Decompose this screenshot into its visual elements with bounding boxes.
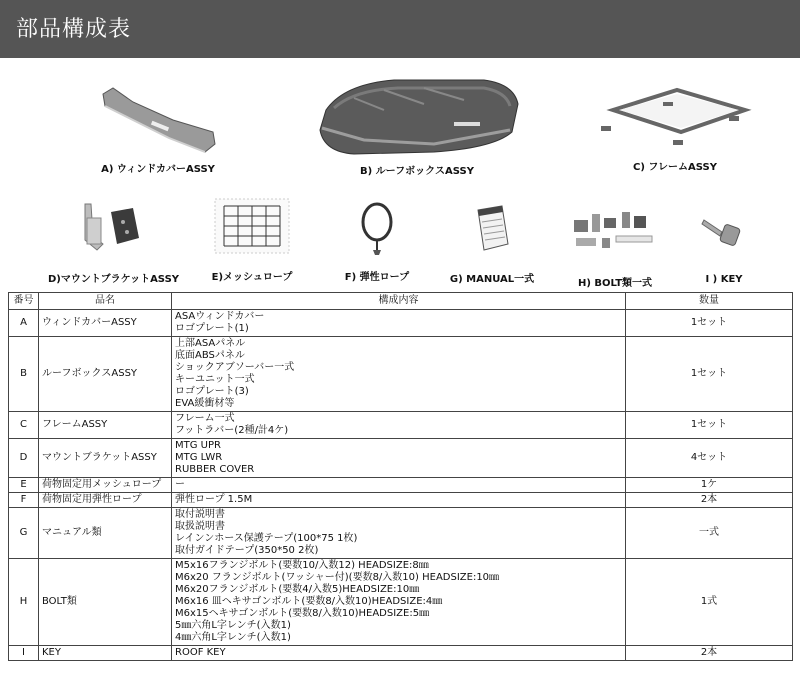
- row-number: H: [9, 559, 39, 646]
- row-quantity: 2本: [626, 493, 793, 508]
- row-name: ルーフボックスASSY: [39, 337, 172, 412]
- row-name: 荷物固定用メッシュロープ: [39, 478, 172, 493]
- header-quantity: 数量: [626, 293, 793, 310]
- part-h-label: H) BOLT類一式: [577, 278, 653, 289]
- roof-box-image: [314, 70, 520, 158]
- part-g: [446, 204, 538, 285]
- part-a: [88, 80, 228, 175]
- part-b: [312, 70, 522, 177]
- row-number: E: [9, 478, 39, 493]
- header-number: 番号: [9, 293, 39, 310]
- part-e-label: E)メッシュロープ: [211, 272, 293, 283]
- table-row: [9, 439, 793, 478]
- row-number: B: [9, 337, 39, 412]
- row-quantity: 一式: [626, 508, 793, 559]
- row-content: ASAウィンドカバー ロゴプレート(1): [172, 310, 626, 337]
- table-row: [9, 559, 793, 646]
- row-quantity: 1セット: [626, 337, 793, 412]
- frame-image: [593, 84, 757, 154]
- part-g-label: G) MANUAL一式: [449, 274, 535, 285]
- part-h: [560, 208, 670, 289]
- row-content: 上部ASAパネル 底面ABSパネル ショックアブソーバー一式 キーユニット一式 ロゴプレート(3) EVA緩衝材等: [172, 337, 626, 412]
- table-header-row: [9, 293, 793, 310]
- row-name: マウントブラケットASSY: [39, 439, 172, 478]
- elastic-rope-image: [357, 200, 397, 256]
- row-quantity: 1セット: [626, 310, 793, 337]
- table-row: [9, 478, 793, 493]
- row-content: MTG UPR MTG LWR RUBBER COVER: [172, 439, 626, 478]
- row-content: フレーム一式 フットラバー(2種/計4ケ): [172, 412, 626, 439]
- manual-image: [472, 204, 512, 252]
- mesh-rope-image: [214, 198, 290, 254]
- table-row: [9, 412, 793, 439]
- row-number: F: [9, 493, 39, 508]
- row-quantity: 1ケ: [626, 478, 793, 493]
- row-content: 弾性ロープ 1.5M: [172, 493, 626, 508]
- row-number: D: [9, 439, 39, 478]
- row-quantity: 1式: [626, 559, 793, 646]
- table-row: [9, 337, 793, 412]
- row-number: C: [9, 412, 39, 439]
- row-number: G: [9, 508, 39, 559]
- row-content: 取付説明書 取扱説明書 レインンホース保護テープ(100*75 1枚) 取付ガイドテープ(350*50 2枚): [172, 508, 626, 559]
- header-content: 構成内容: [172, 293, 626, 310]
- page-title: 部品構成表: [16, 17, 132, 42]
- bolts-image: [572, 208, 658, 252]
- part-c-label: C) フレームASSY: [633, 162, 717, 173]
- row-content: ー: [172, 478, 626, 493]
- part-d-label: D)マウントブラケットASSY: [48, 274, 180, 285]
- table-row: [9, 646, 793, 661]
- part-a-label: A) ウィンドカバーASSY: [101, 164, 215, 175]
- row-name: BOLT類: [39, 559, 172, 646]
- row-name: ウィンドカバーASSY: [39, 310, 172, 337]
- parts-table: [8, 292, 793, 661]
- row-content: ROOF KEY: [172, 646, 626, 661]
- row-quantity: 1セット: [626, 412, 793, 439]
- row-quantity: 4セット: [626, 439, 793, 478]
- table-row: [9, 493, 793, 508]
- part-f: [334, 200, 420, 283]
- header-name: 品名: [39, 293, 172, 310]
- row-quantity: 2本: [626, 646, 793, 661]
- part-e: [204, 198, 300, 283]
- part-f-label: F) 弾性ロープ: [344, 272, 410, 283]
- part-i-label: I ) KEY: [705, 274, 743, 285]
- part-d: [48, 198, 180, 285]
- header-bar: [0, 0, 800, 58]
- row-number: A: [9, 310, 39, 337]
- row-content: M5x16フランジボルト(要数10/入数12) HEADSIZE:8㎜ M6x20 フランジボルト(ワッシャー付)(要数8/入数10) HEADSIZE:10㎜ M6x20フランジボルト(要数4/入数5)HEADSIZE:10㎜ M6x16 皿ヘキサゴンボルト(要数8/入数10)HEADSIZE:4㎜ M6x15ヘキサゴンボルト(要数8/入数10)HEADSIZE:5㎜ 5㎜六角L字レンチ(入数1) 4㎜六角L字レンチ(入数1): [172, 559, 626, 646]
- table-row: [9, 508, 793, 559]
- key-image: [700, 212, 748, 248]
- row-name: フレームASSY: [39, 412, 172, 439]
- parts-illustrations: [0, 70, 800, 289]
- row-name: KEY: [39, 646, 172, 661]
- part-b-label: B) ルーフボックスASSY: [359, 166, 474, 177]
- part-c: [590, 84, 760, 173]
- part-i: [694, 212, 754, 285]
- mount-bracket-image: [63, 198, 153, 256]
- table-row: [9, 310, 793, 337]
- wind-cover-image: [93, 80, 223, 156]
- row-name: マニュアル類: [39, 508, 172, 559]
- row-name: 荷物固定用弾性ロープ: [39, 493, 172, 508]
- row-number: I: [9, 646, 39, 661]
